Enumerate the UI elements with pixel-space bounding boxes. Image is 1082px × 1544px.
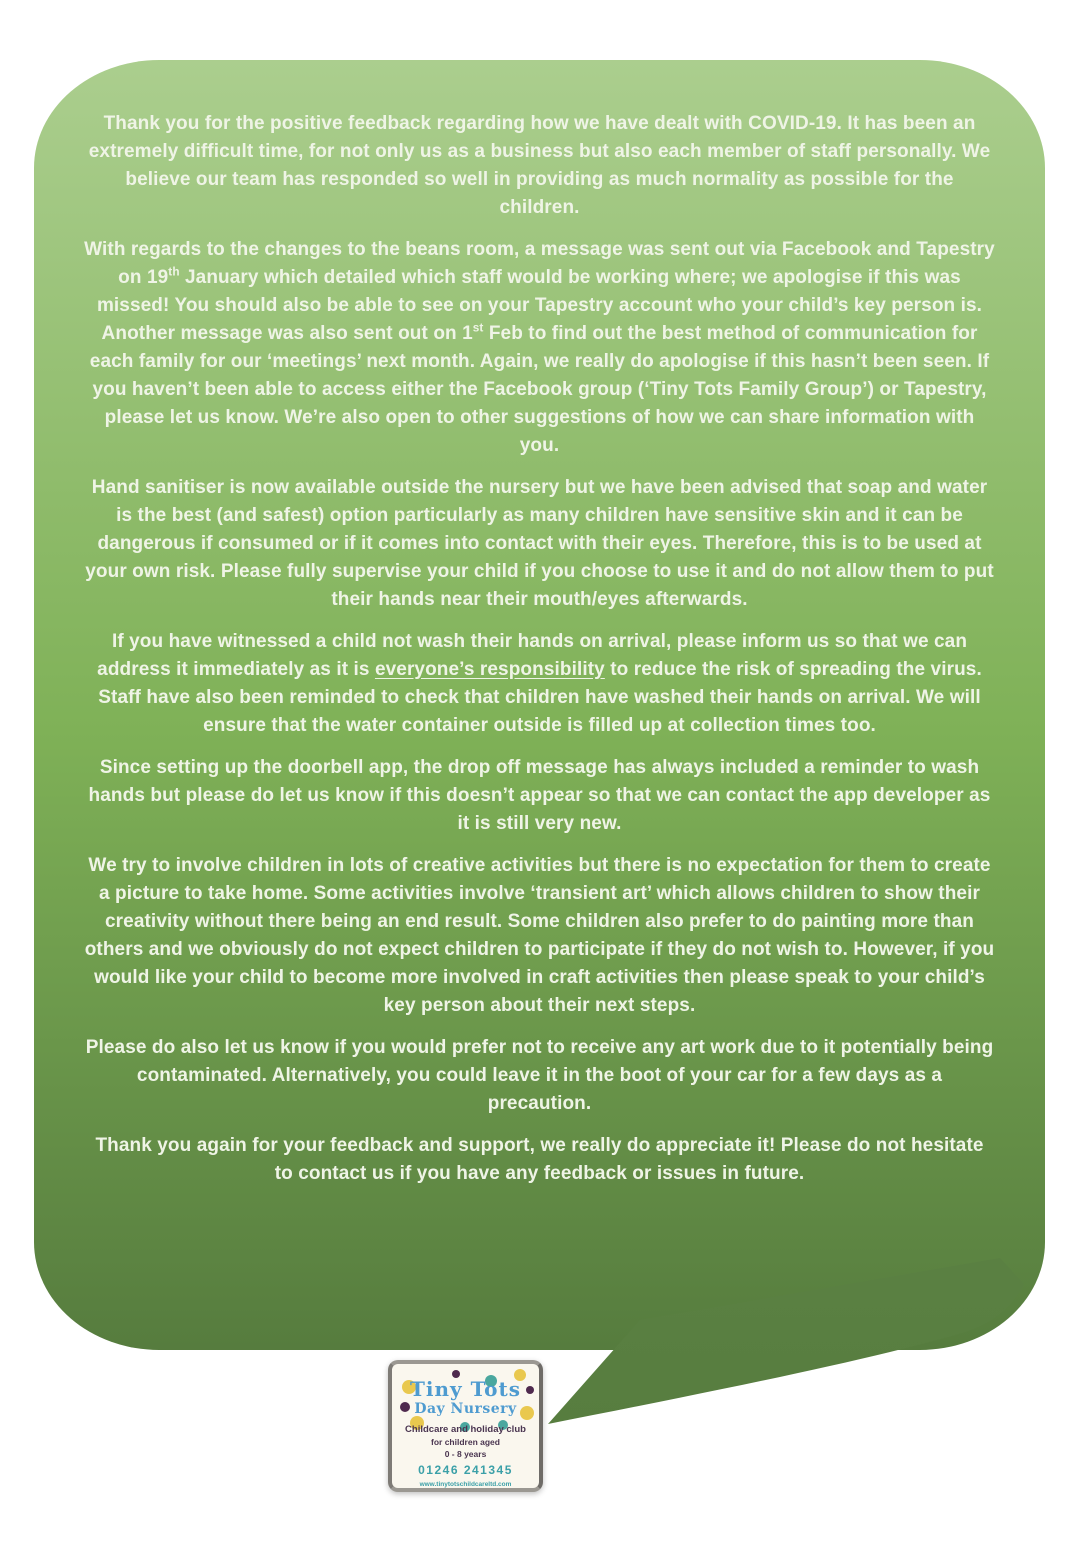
paragraph: Since setting up the doorbell app, the drop off message has always included a reminder to wash hands but please do let us know if this doesn’t appear so that we can contact the app developer as it is still very new. [88,757,991,834]
logo-ages-label: for children aged [431,1437,500,1447]
paragraph: With regards to the changes to the beans room, a message was sent out via Facebook and Tapestry on 19th January which detailed which staff would be working where; we apologise if this was missed! You should also be able to see on your Tapestry account who your child’s key person is. Another message was also sent out on 1st Feb to find out the best method of communication for each family for our ‘meetings’ next month. Again, we really do apologise if this hasn’t been seen. If you haven’t been able to access either the Facebook group (‘Tiny Tots Family Group’) or Tapestry, please let us know. We’re also open to other suggestions of how we can share information with you. [84,239,995,456]
paragraph: If you have witnessed a child not wash their hands on arrival, please inform us so that we can address it immediately as it is everyone’s responsibility to reduce the risk of spreading the virus. Staff have also been reminded to check that children have washed their hands on arrival. We will ensure that the water container outside is filled up at collection times too. [97,631,982,736]
paragraph: Thank you again for your feedback and support, we really do appreciate it! Please do not hesitate to contact us if you have any feedback or issues in future. [95,1135,984,1184]
speech-bubble [34,60,1045,1350]
paragraph: Hand sanitiser is now available outside the nursery but we have been advised that soap and water is the best (and safest) option particularly as many children have sensitive skin and it can be dangerous if consumed or if it comes into contact with their eyes. Therefore, this is to be used at your own risk. Please fully supervise your child if you choose to use it and do not allow them to put their hands near their mouth/eyes afterwards. [85,477,994,610]
paragraph: We try to involve children in lots of creative activities but there is no expectation for them to create a picture to take home. Some activities involve ‘transient art’ which allows children to show their creativity without there being an end result. Some children also prefer to do painting more than others and we obviously do not expect children to participate if they do not wish to. However, if you would like your child to become more involved in craft activities then please speak to your child’s key person about their next steps. [84,855,995,1016]
logo-ages-value: 0 - 8 years [444,1449,487,1459]
logo-website: www.tinytotschildcareltd.com [419,1481,512,1488]
nursery-logo [388,1360,543,1492]
logo-phone-number: 01246 241345 [418,1463,513,1477]
paragraph: Please do also let us know if you would prefer not to receive any art work due to it potentially being contaminated. Alternatively, you could leave it in the boot of your car for a few days as a precaution. [85,1037,994,1114]
logo-tagline: Childcare and holiday club [405,1424,526,1435]
paragraph: Thank you for the positive feedback regarding how we have dealt with COVID-19. It has been an extremely difficult time, for not only us as a business but also each member of staff personally. We believe our team has responded so well in providing as much normality as possible for the children. [88,113,991,218]
bubble-text [84,110,995,1188]
logo-title: Tiny Tots [409,1377,522,1401]
logo-subtitle: Day Nursery [414,1401,517,1417]
